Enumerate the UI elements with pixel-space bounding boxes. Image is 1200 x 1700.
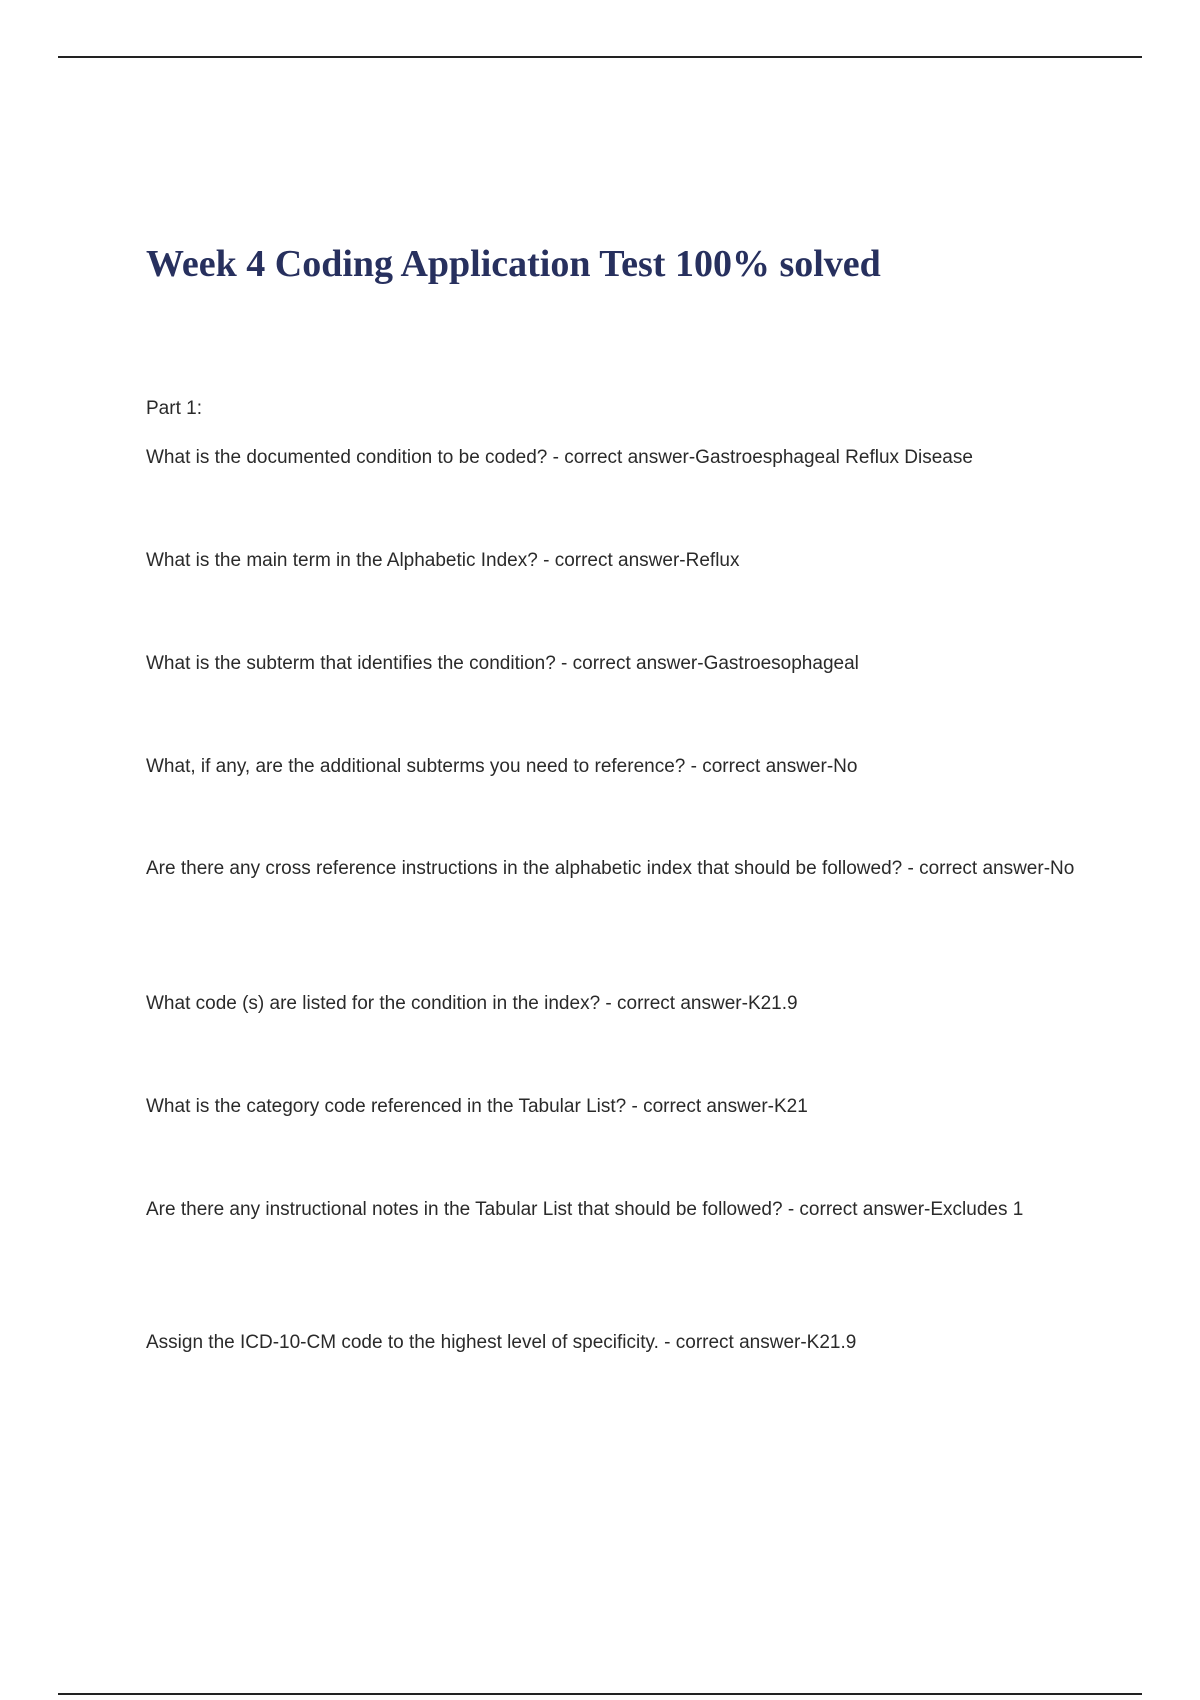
qa-item-3: What is the subterm that identifies the condition? - correct answer-Gastroesophageal — [146, 653, 859, 674]
qa-item-2: What is the main term in the Alphabetic Index? - correct answer-Reflux — [146, 550, 740, 571]
qa-item-8: Are there any instructional notes in the Tabular List that should be followed? - correct answer-Excludes 1 — [146, 1199, 1024, 1220]
page-bottom-rule — [58, 1693, 1142, 1695]
section-label: Part 1: — [146, 398, 202, 419]
qa-item-7: What is the category code referenced in the Tabular List? - correct answer-K21 — [146, 1096, 808, 1117]
qa-item-4: What, if any, are the additional subterms you need to reference? - correct answer-No — [146, 756, 858, 777]
document-title: Week 4 Coding Application Test 100% solved — [146, 243, 881, 285]
qa-item-6: What code (s) are listed for the condition in the index? - correct answer-K21.9 — [146, 993, 798, 1014]
qa-item-9: Assign the ICD-10-CM code to the highest level of specificity. - correct answer-K21.9 — [146, 1332, 857, 1353]
qa-item-5: Are there any cross reference instructions in the alphabetic index that should be followed? - correct answer-No — [146, 858, 1075, 879]
page-top-rule — [58, 56, 1142, 58]
qa-item-1: What is the documented condition to be coded? - correct answer-Gastroesphageal Reflux Disease — [146, 447, 973, 468]
